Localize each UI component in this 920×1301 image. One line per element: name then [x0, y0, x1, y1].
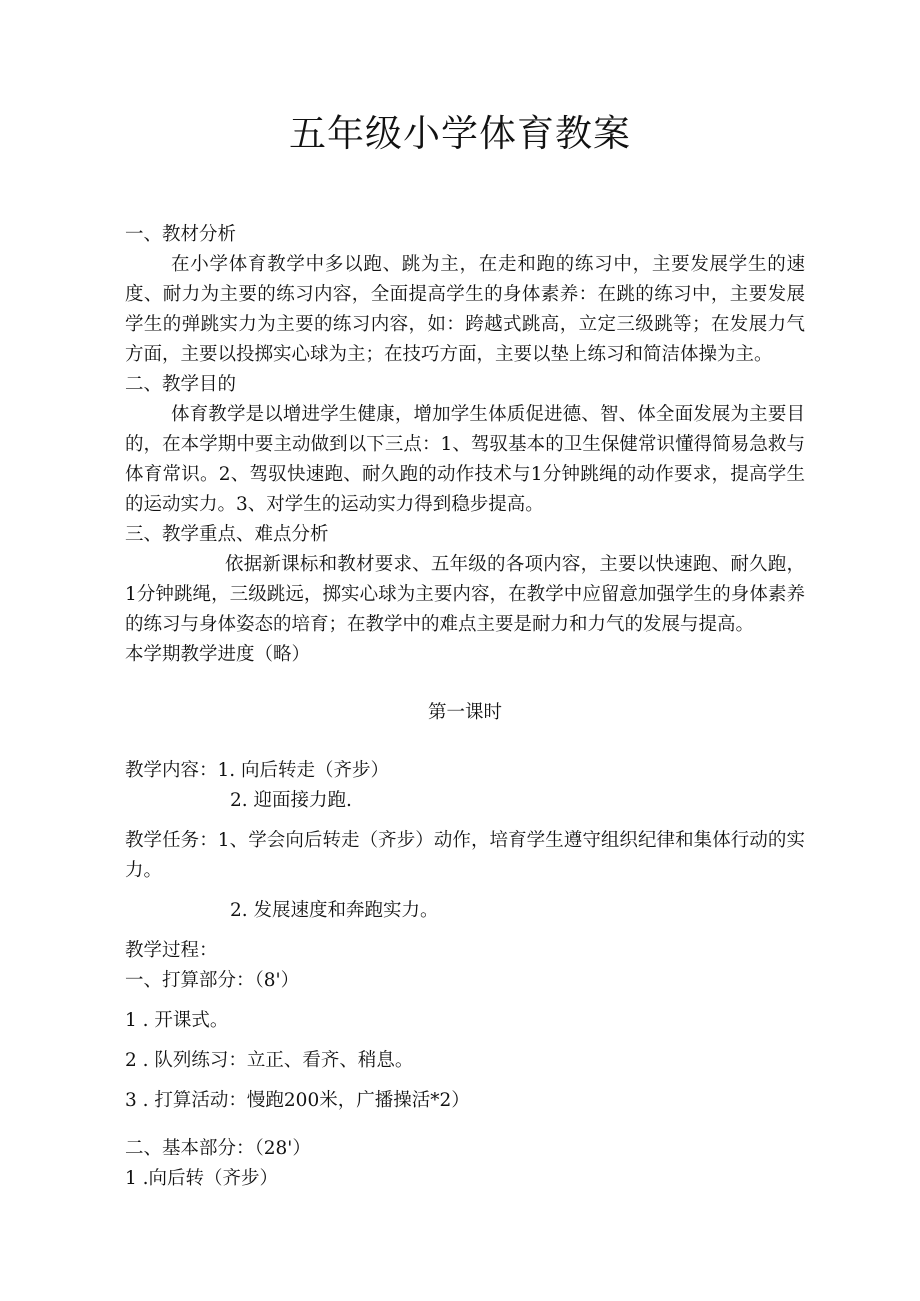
lesson-heading: 第一课时	[427, 702, 502, 723]
document-title: 五年级小学体育教案	[289, 112, 631, 155]
lesson-task-line-2: 2. 发展速度和奔跑实力。	[230, 900, 439, 921]
part1-item-1: 1 . 开课式。	[125, 1010, 229, 1031]
part2-item-1: 1 .向后转（齐步）	[125, 1168, 279, 1189]
lesson-process-heading: 教学过程：	[125, 940, 218, 961]
section-heading-objectives: 二、教学目的	[125, 374, 237, 395]
document-body	[125, 220, 805, 1194]
semester-progress: 本学期教学进度（略）	[125, 644, 311, 665]
section-heading-materials: 一、教材分析	[125, 224, 237, 245]
section-body-objectives: 体育教学是以增进学生健康，增加学生体质促进德、智、体全面发展为主要目的，在本学期中要主动做到以下三点：1、驾驭基本的卫生保健常识懂得简易急救与体育常识。2、驾驭快速跑、耐久跑的动作技术与1分钟跳绳的动作要求，提高学生的运动实力。3、对学生的运动实力得到稳步提高。	[125, 404, 805, 515]
section-heading-key-points: 三、教学重点、难点分析	[125, 524, 329, 545]
lesson-task-line-1: 教学任务：1、学会向后转走（齐步）动作，培育学生遵守组织纪律和集体行动的实力。	[125, 830, 805, 881]
part1-item-2: 2 . 队列练习：立正、看齐、稍息。	[125, 1050, 414, 1071]
part1-heading: 一、打算部分：（8'）	[125, 970, 300, 991]
part1-item-3: 3 . 打算活动：慢跑200米，广播操活*2）	[125, 1090, 470, 1111]
lesson-content-line-2: 2. 迎面接力跑.	[230, 790, 352, 811]
section-body-materials: 在小学体育教学中多以跑、跳为主，在走和跑的练习中，主要发展学生的速度、耐力为主要的练习内容，全面提高学生的身体素养：在跳的练习中，主要发展学生的弹跳实力为主要的练习内容，如：跨越式跳高，立定三级跳等；在发展力气方面，主要以投掷实心球为主；在技巧方面，主要以垫上练习和简洁体操为主。	[125, 254, 805, 365]
section-body-key-points: 依据新课标和教材要求、五年级的各项内容，主要以快速跑、耐久跑，1分钟跳绳，三级跳远，掷实心球为主要内容，在教学中应留意加强学生的身体素养的练习与身体姿态的培育；在教学中的难点主要是耐力和力气的发展与提高。	[125, 554, 805, 635]
lesson-content-line-1: 教学内容：1. 向后转走（齐步）	[125, 760, 390, 781]
part2-heading: 二、基本部分：（28'）	[125, 1138, 311, 1159]
